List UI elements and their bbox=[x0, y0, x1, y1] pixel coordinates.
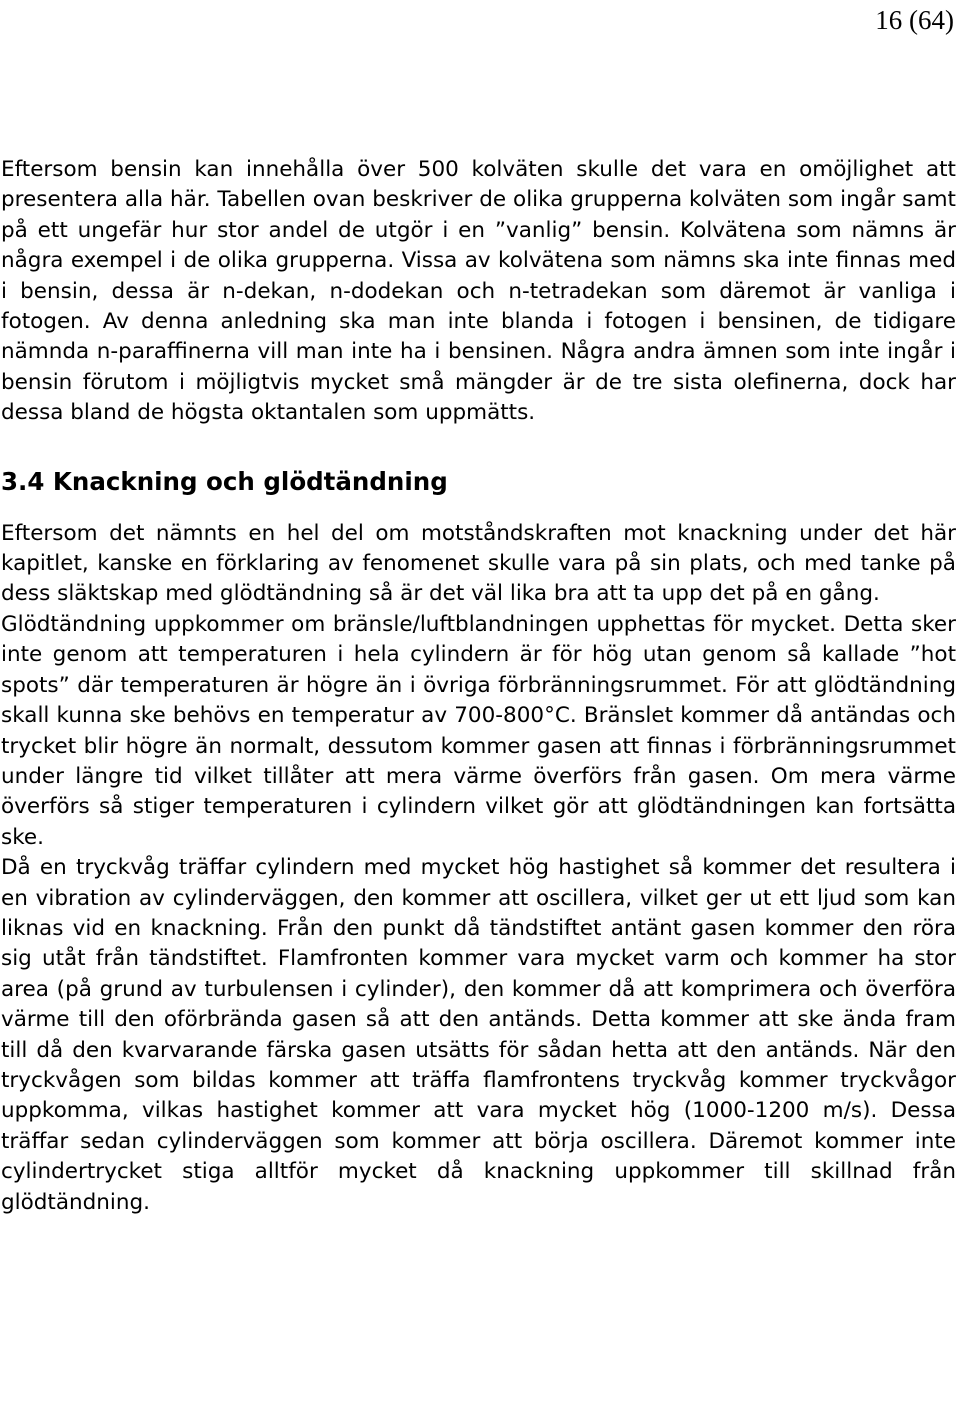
section-paragraph-2: Glödtändning uppkommer om bränsle/luftblandningen upphettas för mycket. Detta sker inte genom att temperaturen i hela cylindern är för hög utan genom så kallade ”hot spots” där temperaturen är högre än i övriga förbränningsrummet. För att glödtändning skall kunna ske behövs en temperatur av 700-800°C. Bränslet kommer då antändas och trycket blir högre än normalt, dessutom kommer gasen att finnas i förbränningsrummet under längre tid vilket tillåter att mera värme överförs från gasen. Om mera värme överförs så stiger temperaturen i cylindern vilket gör att glödtändningen kan fortsätta ske. bbox=[1, 611, 956, 850]
document-body bbox=[1, 155, 956, 1218]
section-paragraph-1: Eftersom det nämnts en hel del om motståndskraften mot knackning under det här kapitlet, kanske en förklaring av fenomenet skulle vara på sin plats, och med tanke på dess släktskap med glödtändning så är det väl lika bra att ta upp det på en gång. bbox=[1, 520, 956, 607]
section-heading: 3.4 Knackning och glödtändning bbox=[1, 466, 448, 496]
page-number: 16 (64) bbox=[875, 5, 954, 35]
intro-paragraph: Eftersom bensin kan innehålla över 500 kolväten skulle det vara en omöjlighet att presentera alla här. Tabellen ovan beskriver de olika grupperna kolväten som ingår samt på ett ungefär hur stor andel de utgör i en ”vanlig” bensin. Kolvätena som nämns är några exempel i de olika grupperna. Vissa av kolvätena som nämns ska inte finnas med i bensin, dessa är n-dekan, n-dodekan och n-tetradekan som däremot är vanliga i fotogen. Av denna anledning ska man inte blanda i fotogen i bensinen, de tidigare nämnda n-paraffinerna vill man inte ha i bensinen. Några andra ämnen som inte ingår i bensin förutom i möjligtvis mycket små mängder är de tre sista olefinerna, dock har dessa bland de högsta oktantalen som uppmätts. bbox=[1, 157, 956, 426]
section-paragraph-3: Då en tryckvåg träffar cylindern med mycket hög hastighet så kommer det resultera i en vibration av cylinderväggen, den kommer att oscillera, vilket ger ut ett ljud som kan liknas vid en knackning. Från den punkt då tändstiftet antänt gasen kommer den röra sig utåt från tändstiftet. Flamfronten kommer vara mycket varm och kommer ha stor area (på grund av turbulensen i cylinder), den kommer då att komprimera och överföra värme till den oförbrända gasen så att den antänds. Detta kommer att ske ända fram till då den kvarvarande färska gasen utsätts för sådan hetta att den antänds. När den tryckvågen som bildas kommer att träffa flamfrontens tryckvåg kommer tryckvågor uppkomma, vilkas hastighet kommer att vara mycket hög (1000-1200 m/s). Dessa träffar sedan cylinderväggen som kommer att börja oscillera. Däremot kommer inte cylindertrycket stiga alltför mycket då knackning uppkommer till skillnad från glödtändning. bbox=[1, 855, 956, 1215]
